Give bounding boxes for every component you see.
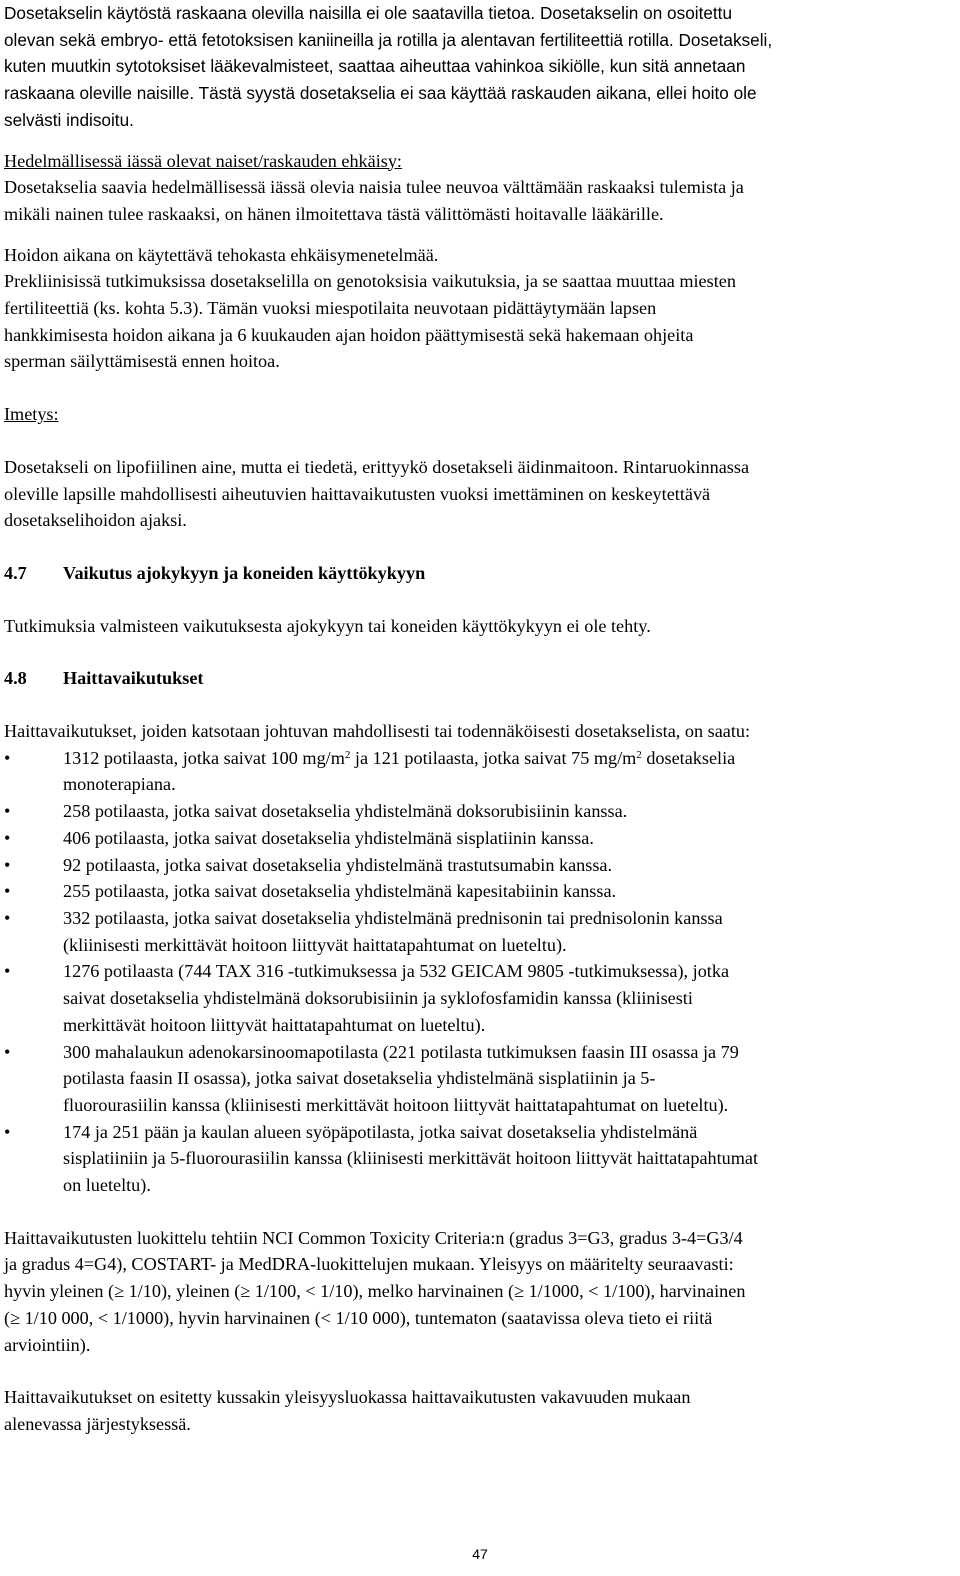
fertility-section (4, 148, 952, 376)
bullet-icon: • (4, 1041, 11, 1062)
text-line: alenevassa järjestyksessä. (4, 1413, 191, 1434)
text-line: Prekliinisissä tutkimuksissa dosetakselilla on genotoksisia vaikutuksia, ja se saattaa muuttaa miesten (4, 271, 736, 292)
bullet-icon: • (4, 961, 11, 982)
text-line: hankkimisesta hoidon aikana ja 6 kuukauden ajan hoidon päättymisestä sekä hakemaan ohjeita (4, 324, 694, 345)
text-line: olevan sekä embryo- että fetotoksisen kaniineilla ja rotilla ja alentavan fertiliteettiä rotilla. Dosetakseli, (4, 29, 773, 50)
text-line: kuten muutkin sytotoksiset lääkevalmisteet, saattaa aiheuttaa vahinkoa sikiölle, kun sitä annetaan (4, 56, 746, 77)
text-line: Dosetakseli on lipofiilinen aine, mutta ei tiedetä, erittyykö dosetakseli äidinmaitoon. Rintaruokinnassa (4, 456, 750, 477)
bullet-icon: • (4, 747, 11, 768)
contraception-text: Hoidon aikana on käytettävä tehokasta ehkäisymenetelmää. (4, 244, 439, 265)
text-line: Dosetakselin käytöstä raskaana olevilla naisilla ei ole saatavilla tietoa. Dosetakselin on osoitettu (4, 3, 733, 23)
lactation-section (4, 401, 952, 534)
list-item: • 406 potilaasta, jotka saivat dosetakselia yhdistelmänä sisplatiinin kanssa. (4, 825, 952, 852)
section-title: Vaikutus ajokykyyn ja koneiden käyttökykyyn (63, 562, 426, 583)
section-number: 4.7 (4, 562, 27, 583)
intro-text: Haittavaikutukset, joiden katsotaan johtuvan mahdollisesti tai todennäköisesti dosetakselista, on saatu: (4, 721, 751, 742)
lactation-heading: Imetys: (4, 404, 59, 425)
text-line: mikäli nainen tulee raskaaksi, on hänen ilmoitettava tästä välittömästi hoitavalle lääkärille. (4, 203, 664, 224)
page-number: 47 (472, 1546, 488, 1562)
pregnancy-paragraph (4, 0, 952, 134)
text-line: Haittavaikutukset on esitetty kussakin yleisyysluokassa haittavaikutusten vakavuuden mukaan (4, 1387, 691, 1408)
list-item: • 332 potilaasta, jotka saivat dosetakselia yhdistelmänä prednisonin tai prednisolonin kanssa (kliinisesti merkittävät hoitoon liittyvät haittatapahtumat on lueteltu). (4, 905, 952, 958)
text-line: fertiliteettiä (ks. kohta 5.3). Tämän vuoksi miespotilaita neuvotaan pidättäytymään lapsen (4, 298, 657, 319)
bullet-icon: • (4, 907, 11, 928)
text-line: oleville lapsille mahdollisesti aiheutuvien haittavaikutusten vuoksi imettäminen on keskeytettävä (4, 483, 711, 504)
bullet-icon: • (4, 827, 11, 848)
text-line: dosetakselihoidon ajaksi. (4, 510, 187, 531)
section-number: 4.8 (4, 668, 27, 689)
section-4-8-heading (4, 665, 952, 692)
list-item: • 174 ja 251 pään ja kaulan alueen syöpäpotilasta, jotka saivat dosetakselia yhdistelmänä sisplatiiniin ja 5-fluorourasiilin kanssa (kliinisesti merkittävät hoitoon liittyvät haittatapahtumat on lueteltu). (4, 1119, 952, 1199)
text-line: arviointiin). (4, 1334, 91, 1355)
patient-list (4, 745, 952, 1199)
section-title: Haittavaikutukset (63, 668, 204, 689)
text-line: ja gradus 4=G4), COSTART- ja MedDRA-luokittelujen mukaan. Yleisyys on määritelty seuraavasti: (4, 1254, 734, 1275)
bullet-icon: • (4, 1121, 11, 1142)
text-line: (≥ 1/10 000, < 1/1000), hyvin harvinainen (< 1/10 000), tuntematon (saatavissa oleva tieto ei riitä (4, 1307, 713, 1328)
text-line: hyvin yleinen (≥ 1/10), yleinen (≥ 1/100, < 1/10), melko harvinainen (≥ 1/1000, < 1/100), harvinainen (4, 1281, 746, 1302)
list-item: • 300 mahalaukun adenokarsinoomapotilasta (221 potilasta tutkimuksen faasin III osassa ja 79 potilasta faasin II osassa), jotka saivat dosetakselia yhdistelmänä sisplatiinin ja 5- fluorourasiilin kanssa (kliinisesti merkittävät hoitoon liittyvät haittatapahtumat on lueteltu). (4, 1039, 952, 1119)
bullet-icon: • (4, 881, 11, 902)
text-line: Haittavaikutusten luokittelu tehtiin NCI Common Toxicity Criteria:n (gradus 3=G3, gradus 3-4=G3/4 (4, 1227, 743, 1248)
section-4-7-heading (4, 560, 952, 587)
text-line: sperman säilyttämisestä ennen hoitoa. (4, 351, 280, 372)
list-item: • 1276 potilaasta (744 TAX 316 -tutkimuksessa ja 532 GEICAM 9805 -tutkimuksessa), jotka saivat dosetakselia yhdistelmänä doksorubisiinin ja syklofosfamidin kanssa (kliinisesti merkittävät hoitoon liittyvät haittatapahtumat on lueteltu). (4, 958, 952, 1038)
bullet-icon: • (4, 854, 11, 875)
adverse-effects-section (4, 718, 952, 1438)
document-page (4, 0, 952, 1438)
text-line: raskaana oleville naisille. Tästä syystä dosetakselia ei saa käyttää raskauden aikana, ellei hoito ole (4, 83, 757, 104)
list-item: • 258 potilaasta, jotka saivat dosetakselia yhdistelmänä doksorubisiinin kanssa. (4, 798, 952, 825)
fertility-heading: Hedelmällisessä iässä olevat naiset/raskauden ehkäisy: (4, 150, 402, 171)
bullet-icon: • (4, 801, 11, 822)
text-line: selvästi indisoitu. (4, 109, 134, 130)
list-item: • 1312 potilaasta, jotka saivat 100 $mg/m^2$ ja 121 potilaasta, jotka saivat 75 $mg/m^2$ dosetakselia monoterapiana. (4, 745, 952, 798)
list-item: • 92 potilaasta, jotka saivat dosetakselia yhdistelmänä trastutsumabin kanssa. (4, 852, 952, 879)
list-item: • 255 potilaasta, jotka saivat dosetakselia yhdistelmänä kapesitabiinin kanssa. (4, 878, 952, 905)
text-line: Dosetakselia saavia hedelmällisessä iässä olevia naisia tulee neuvoa välttämään raskaaksi tulemista ja (4, 177, 744, 198)
section-4-7-text: Tutkimuksia valmisteen vaikutuksesta ajokykyyn tai koneiden käyttökykyyn ei ole tehty. (4, 615, 651, 636)
